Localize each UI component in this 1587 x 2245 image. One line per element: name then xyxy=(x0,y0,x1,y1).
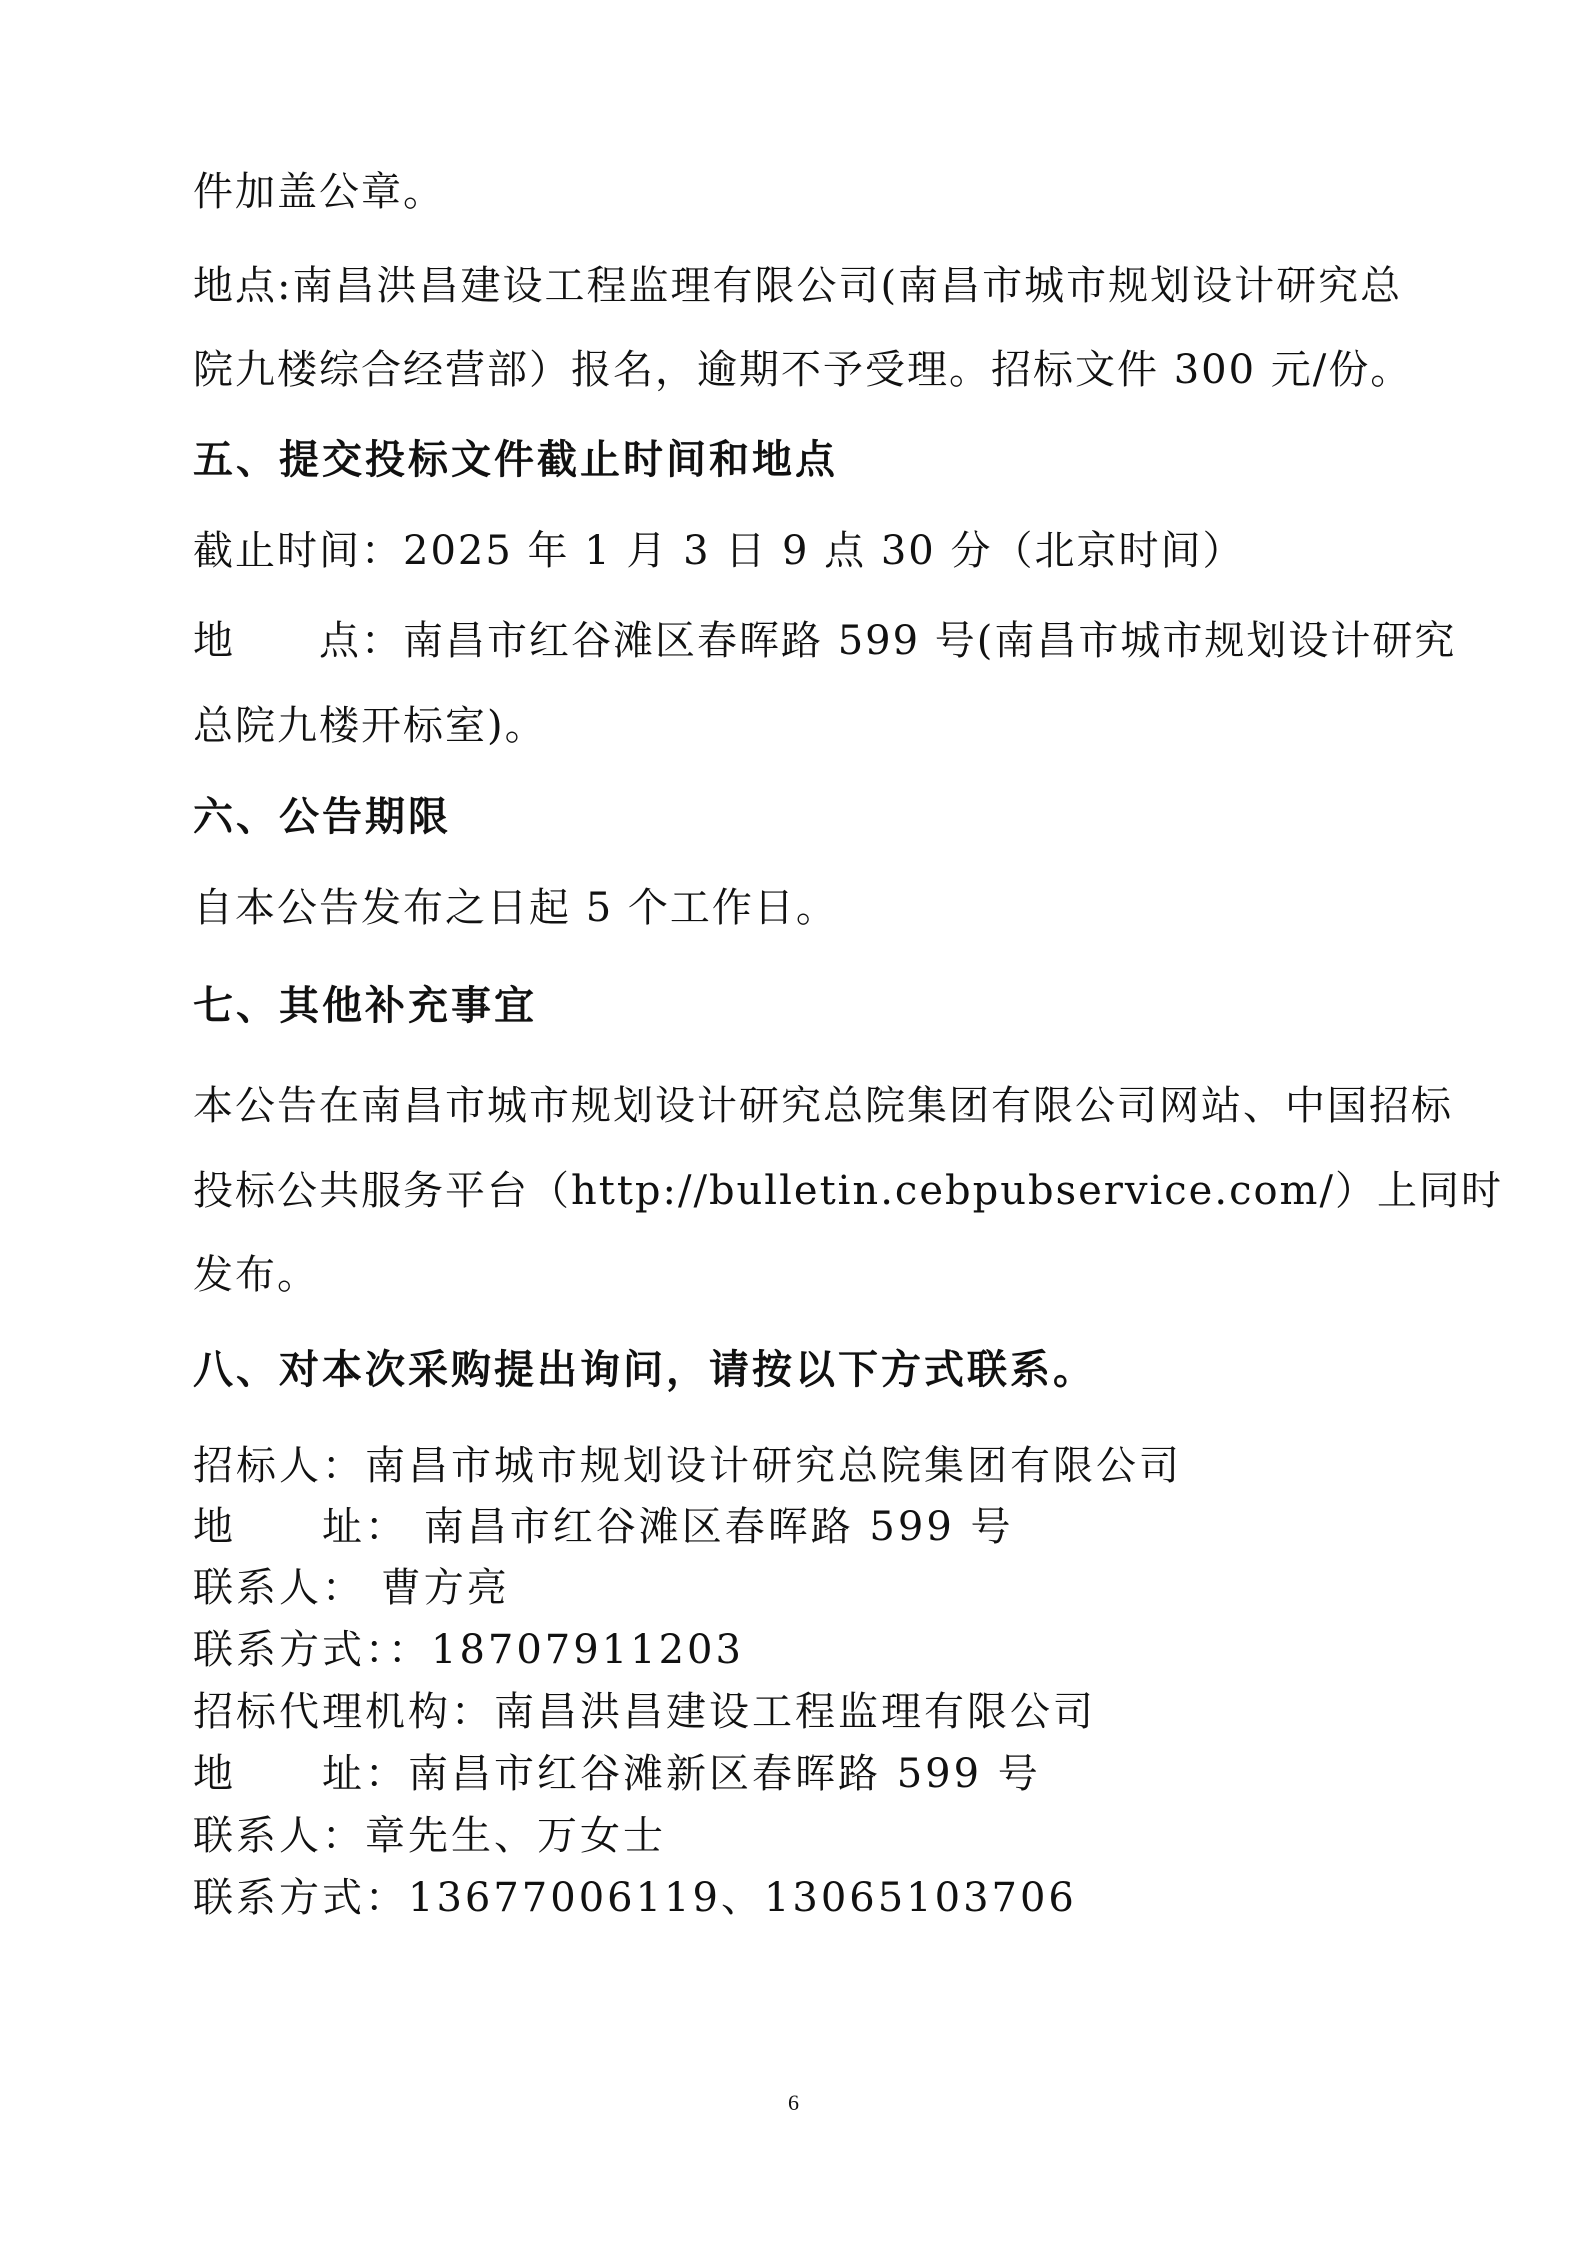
section-heading-6: 六、公告期限 xyxy=(193,794,451,840)
tenderer-line: 招标人：南昌市城市规划设计研究总院集团有限公司 xyxy=(193,1443,1182,1489)
section-heading-7: 七、其他补充事宜 xyxy=(193,983,537,1029)
agency-address-line: 地 址：南昌市红谷滩新区春晖路 599 号 xyxy=(193,1751,1041,1797)
agency-contact-person-line: 联系人：章先生、万女士 xyxy=(193,1813,666,1859)
paragraph-line: 投标公共服务平台（http://bulletin.cebpubservice.com/）上同时 xyxy=(193,1168,1503,1214)
tenderer-phone-line: 联系方式：：18707911203 xyxy=(193,1627,744,1673)
paragraph-line: 本公告在南昌市城市规划设计研究总院集团有限公司网站、中国招标 xyxy=(193,1083,1453,1129)
agency-line: 招标代理机构：南昌洪昌建设工程监理有限公司 xyxy=(193,1689,1096,1735)
paragraph-line: 总院九楼开标室)。 xyxy=(193,703,547,749)
paragraph-line: 自本公告发布之日起 5 个工作日。 xyxy=(193,885,838,931)
section-heading-8: 八、对本次采购提出询问，请按以下方式联系。 xyxy=(193,1347,1096,1393)
section-heading-5: 五、提交投标文件截止时间和地点 xyxy=(193,437,838,483)
tenderer-contact-person-line: 联系人： 曹方亮 xyxy=(193,1565,510,1611)
paragraph-line: 件加盖公章。 xyxy=(193,169,445,215)
agency-phone-line: 联系方式：13677006119、13065103706 xyxy=(193,1875,1077,1921)
page-number: 6 xyxy=(788,2090,799,2115)
paragraph-line: 截止时间：2025 年 1 月 3 日 9 点 30 分（北京时间） xyxy=(193,528,1245,574)
tenderer-address-line: 地 址： 南昌市红谷滩区春晖路 599 号 xyxy=(193,1504,1014,1550)
paragraph-line: 发布。 xyxy=(193,1252,319,1298)
paragraph-line: 院九楼综合经营部）报名，逾期不予受理。招标文件 300 元/份。 xyxy=(193,347,1413,393)
paragraph-line: 地点:南昌洪昌建设工程监理有限公司(南昌市城市规划设计研究总 xyxy=(193,263,1403,309)
paragraph-line: 地 点：南昌市红谷滩区春晖路 599 号(南昌市城市规划设计研究 xyxy=(193,618,1457,664)
